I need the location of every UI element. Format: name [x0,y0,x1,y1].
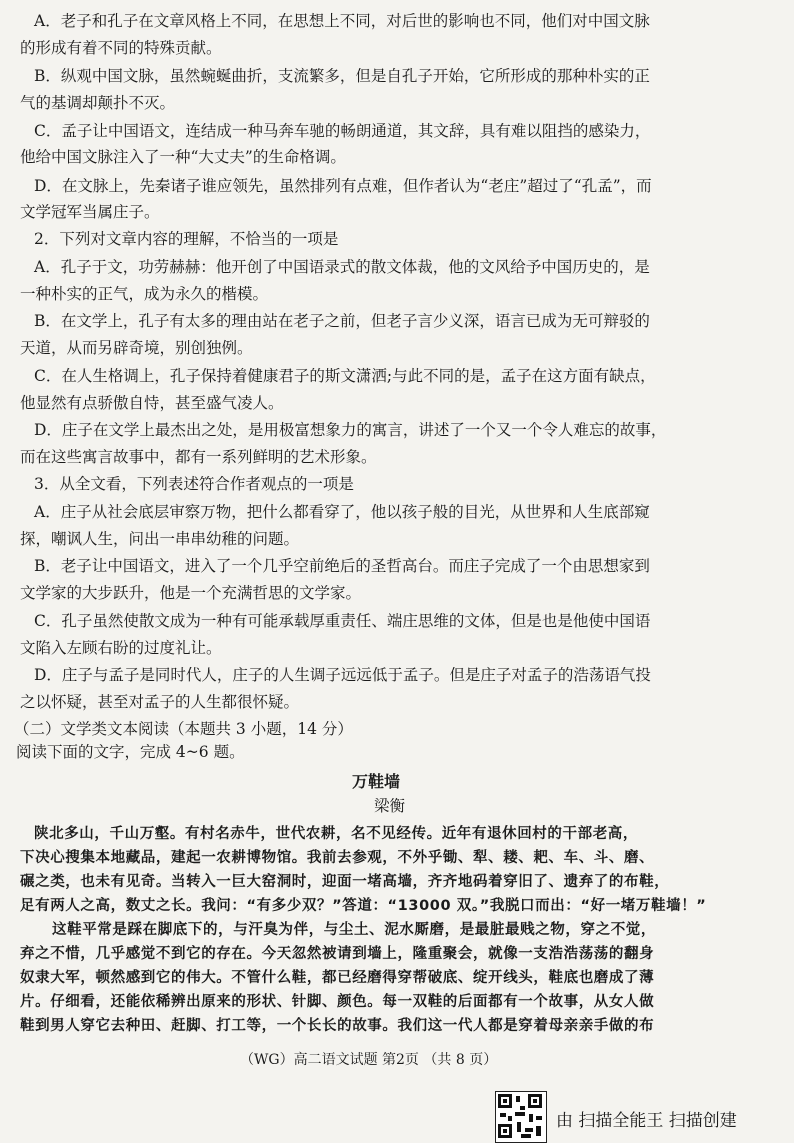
story-line: 足有两人之高，数丈之长。我问：“有多少双？”答道：“13000 双。”我脱口而出：“好一堵万鞋墙！” [20,898,707,914]
qr-code-icon [495,1091,547,1143]
section-instruction: 阅读下面的文字，完成 4~6 题。 [16,743,245,761]
q1-option-c-line2: 他给中国文脉注入了一种“大丈夫”的生命格调。 [20,148,346,166]
q3-option-b-line1: B．老子让中国语文，进入了一个几乎空前绝后的圣哲高台。而庄子完成了一个由思想家到 [34,557,650,575]
scanner-watermark: 由 扫描全能王 扫描创建 [556,1111,737,1131]
q3-option-c-line1: C．孔子虽然使散文成为一种有可能承载厚重责任、端庄思维的文体，但是也是他使中国语 [34,612,651,630]
q3-option-b-line2: 文学家的大步跃升，他是一个充满哲思的文学家。 [20,584,362,602]
story-line: 奴隶大军，顿然感到它的伟大。不管什么鞋，都已经磨得穿帮破底、绽开线头，鞋底也磨成了薄 [20,970,655,986]
page-footer: （WG）高二语文试题 第2页 （共 8 页） [240,1052,498,1068]
story-title: 万鞋墙 [352,772,401,791]
story-line: 碾之类，也未有见奇。当转入一巨大窑洞时，迎面一堵高墙，齐齐地码着穿旧了、遗弃了的布鞋， [20,874,670,890]
q3-option-d-line1: D．庄子与孟子是同时代人，庄子的人生调子远远低于孟子。但是庄子对孟子的浩荡语气投 [34,666,651,684]
q1-option-c-line1: C．孟子让中国语文，连结成一种马奔车驰的畅朗通道，其文辞，具有难以阻挡的感染力， [34,122,651,140]
q1-option-d-line2: 文学冠军当属庄子。 [20,203,160,221]
q2-option-d-line1: D．庄子在文学上最杰出之处，是用极富想象力的寓言，讲述了一个又一个令人难忘的故事， [34,421,667,439]
q2-stem: 2．下列对文章内容的理解，不恰当的一项是 [34,230,339,248]
story-line: 陕北多山，千山万壑。有村名赤牛，世代农耕，名不见经传。近年有退休回村的干部老高， [34,826,638,842]
q1-option-a-line2: 的形成有着不同的特殊贡献。 [20,39,222,57]
q1-option-a-line1: A．老子和孔子在文章风格上不同，在思想上不同，对后世的影响也不同，他们对中国文脉 [34,12,650,30]
q3-stem: 3．从全文看，下列表述符合作者观点的一项是 [34,475,354,493]
story-line: 下决心搜集本地藏品，建起一农耕博物馆。我前去参观，不外乎锄、犁、耧、耙、车、斗、磨、 [20,850,655,866]
q2-option-b-line2: 天道，从而另辟奇境，别创独例。 [20,339,253,357]
q3-option-c-line2: 文陷入左顾右盼的过度礼让。 [20,639,222,657]
story-line: 弃之不惜，几乎感觉不到它的存在。今天忽然被请到墙上，隆重聚会，就像一支浩浩荡荡的翻身 [20,946,655,962]
q2-option-a-line2: 一种朴实的正气，成为永久的楷模。 [20,285,269,303]
q3-option-a-line1: A．庄子从社会底层审察万物，把什么都看穿了，他以孩子般的目光，从世界和人生底部窥 [34,503,650,521]
story-line: 片。仔细看，还能依稀辨出原来的形状、针脚、颜色。每一双鞋的后面都有一个故事，从女人做 [20,994,655,1010]
q2-option-d-line2: 而在这些寓言故事中，都有一系列鲜明的艺术形象。 [20,448,377,466]
q2-option-c-line1: C．在人生格调上，孔子保持着健康君子的斯文潇洒;与此不同的是，孟子在这方面有缺点， [34,367,656,385]
q2-option-b-line1: B．在文学上，孔子有太多的理由站在老子之前，但老子言少义深，语言已成为无可辩驳的 [34,312,650,330]
story-line: 鞋到男人穿它去种田、赶脚、打工等，一个长长的故事。我们这一代人都是穿着母亲亲手做的布 [20,1018,655,1034]
q1-option-b-line1: B．纵观中国文脉，虽然蜿蜒曲折，支流繁多，但是自孔子开始，它所形成的那种朴实的正 [34,67,650,85]
story-author: 梁衡 [374,797,406,815]
section-heading: （二）文学类文本阅读（本题共 3 小题，14 分） [14,720,353,738]
q1-option-d-line1: D．在文脉上，先秦诸子谁应领先，虽然排列有点难，但作者认为“老庄”超过了“孔孟”，而 [34,177,652,195]
q2-option-c-line2: 他显然有点骄傲自恃，甚至盛气凌人。 [20,394,284,412]
q1-option-b-line2: 气的基调却颠扑不灭。 [20,94,176,112]
story-line: 这鞋平常是踩在脚底下的，与汗臭为伴，与尘土、泥水厮磨，是最脏最贱之物，穿之不觉， [52,922,656,938]
q3-option-d-line2: 之以怀疑，甚至对孟子的人生都很怀疑。 [20,693,300,711]
q2-option-a-line1: A．孔子于文，功劳赫赫：他开创了中国语录式的散文体裁，他的文风给予中国历史的，是 [34,258,650,276]
q3-option-a-line2: 探，嘲讽人生，问出一串串幼稚的问题。 [20,530,300,548]
